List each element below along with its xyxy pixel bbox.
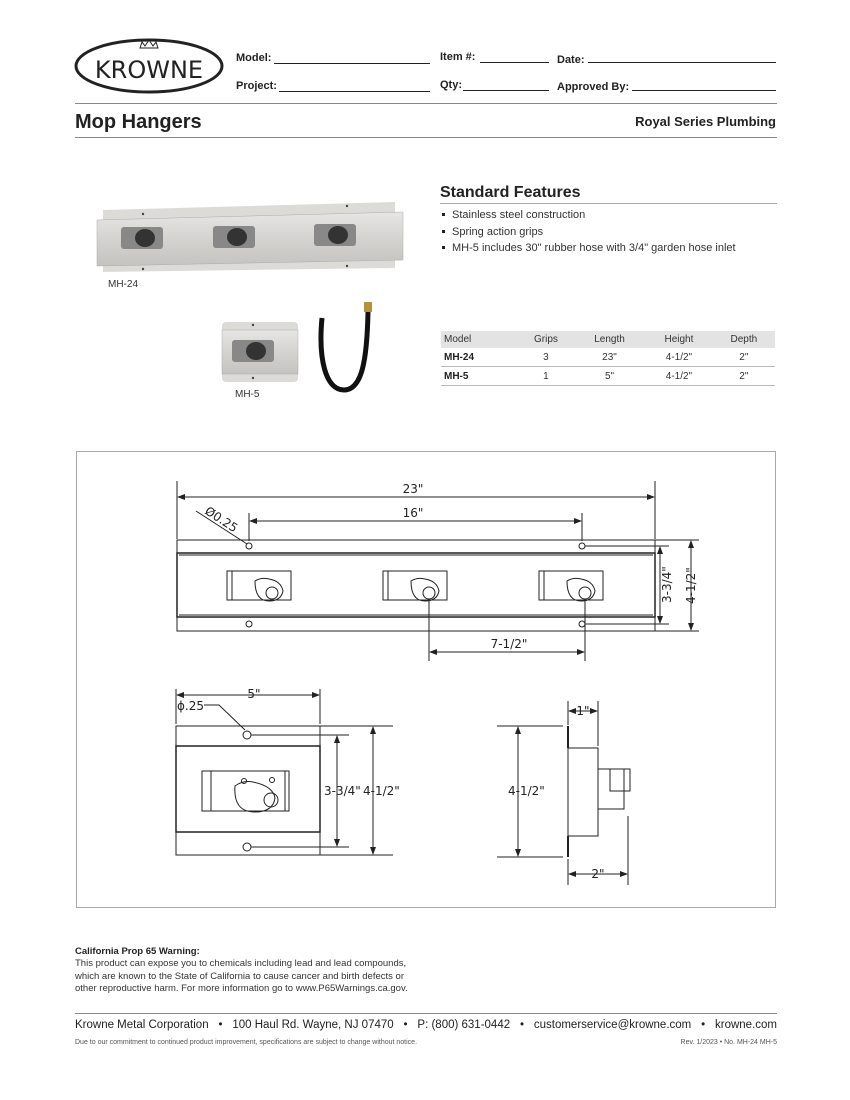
footer-company: Krowne Metal Corporation: [75, 1019, 209, 1031]
footer-phone: P: (800) 631-0442: [417, 1019, 511, 1031]
date-label: Date:: [557, 54, 585, 66]
side-view: [568, 726, 630, 857]
cell-length: 5": [574, 367, 645, 386]
side-dim-flange: 1": [576, 704, 590, 718]
feature-item: Spring action grips: [440, 224, 780, 241]
prop65-line: This product can expose you to chemicals including lead and lead compounds,: [75, 958, 407, 969]
project-label: Project:: [236, 80, 277, 92]
mh24-caption: MH-24: [108, 279, 139, 290]
item-field[interactable]: [480, 61, 549, 63]
footer-contact: [75, 1019, 777, 1031]
footer-separator: •: [403, 1019, 408, 1031]
qty-label: Qty:: [440, 79, 462, 91]
approved-by-label: Approved By:: [557, 81, 630, 93]
spec-table: [441, 331, 775, 386]
project-field[interactable]: [279, 90, 430, 92]
logo-text: KROWNE: [94, 56, 204, 84]
page-title: Mop Hangers: [75, 111, 202, 133]
footer-disclaimer: Due to our commitment to continued product improvement, specifications are subject to change without notice.: [75, 1039, 418, 1046]
qty-field[interactable]: [463, 89, 549, 91]
feature-item: Stainless steel construction: [440, 207, 780, 224]
table-header-row: [441, 331, 775, 348]
features-divider: [440, 203, 777, 204]
col-depth: Depth: [713, 331, 775, 348]
col-model: Model: [441, 331, 518, 348]
technical-drawing-panel: [76, 451, 776, 908]
prop65-text: [75, 958, 455, 996]
header-divider: [75, 103, 777, 104]
footer-address: 100 Haul Rd. Wayne, NJ 07470: [232, 1019, 394, 1031]
cell-model: MH-24: [441, 348, 518, 367]
title-divider: [75, 137, 777, 138]
cell-height: 4-1/2": [645, 348, 712, 367]
date-field[interactable]: [588, 61, 776, 63]
footer-separator: •: [519, 1019, 524, 1031]
col-length: Length: [574, 331, 645, 348]
table-row: [441, 348, 775, 367]
side-dim-depth: 2": [591, 867, 605, 881]
dim-overall-height: 4-1/2": [684, 567, 698, 604]
mh5-dim-width: 5": [247, 687, 261, 701]
features-list: [440, 207, 780, 257]
dim-inner-height: 3-3/4": [660, 566, 674, 603]
series-name: Royal Series Plumbing: [635, 114, 776, 129]
mh24-product-image: [95, 200, 405, 275]
mh5-caption: MH-5: [235, 389, 260, 400]
dim-hole-spacing: 16": [402, 506, 424, 520]
dim-grip-spacing: 7-1/2": [490, 637, 528, 651]
table-row: [441, 367, 775, 386]
feature-item: MH-5 includes 30" rubber hose with 3/4" garden hose inlet: [440, 240, 780, 257]
mh5-dim-overall-height: 4-1/2": [363, 784, 400, 798]
mh5-dim-inner-height: 3-3/4": [324, 784, 361, 798]
side-dim-height: 4-1/2": [508, 784, 545, 798]
mh24-front-view: [177, 540, 655, 631]
cell-depth: 2": [713, 348, 775, 367]
prop65-line: other reproductive harm. For more information go to www.P65Warnings.ca.gov.: [75, 983, 408, 994]
footer-separator: •: [218, 1019, 223, 1031]
model-field[interactable]: [274, 62, 430, 64]
cell-grips: 3: [518, 348, 574, 367]
prop65-line: which are known to the State of California to cause cancer and birth defects or: [75, 970, 404, 982]
krowne-logo: [74, 38, 224, 94]
mh5-product-image: [220, 320, 300, 384]
rubber-hose-image: [312, 300, 382, 395]
cell-grips: 1: [518, 367, 574, 386]
approved-by-field[interactable]: [632, 89, 776, 91]
features-title: Standard Features: [440, 184, 581, 201]
footer-email-link[interactable]: customerservice@krowne.com: [533, 1019, 692, 1031]
col-grips: Grips: [518, 331, 574, 348]
dim-hole-diameter: Ø0.25: [202, 503, 241, 536]
mh5-dim-hole: ϕ.25: [177, 699, 204, 713]
mh5-front-view: [176, 726, 320, 855]
footer-revision: Rev. 1/2023 • No. MH-24 MH-5: [680, 1039, 777, 1046]
prop65-title: California Prop 65 Warning:: [75, 946, 200, 957]
footer-separator: •: [701, 1019, 706, 1031]
cell-height: 4-1/2": [645, 367, 712, 386]
cell-depth: 2": [713, 367, 775, 386]
cell-length: 23": [574, 348, 645, 367]
col-height: Height: [645, 331, 712, 348]
model-label: Model:: [236, 52, 272, 64]
item-label: Item #:: [440, 51, 476, 63]
dim-overall-length: 23": [402, 482, 424, 496]
cell-model: MH-5: [441, 367, 518, 386]
footer-divider: [75, 1013, 777, 1014]
footer-website-link[interactable]: krowne.com: [715, 1019, 777, 1031]
